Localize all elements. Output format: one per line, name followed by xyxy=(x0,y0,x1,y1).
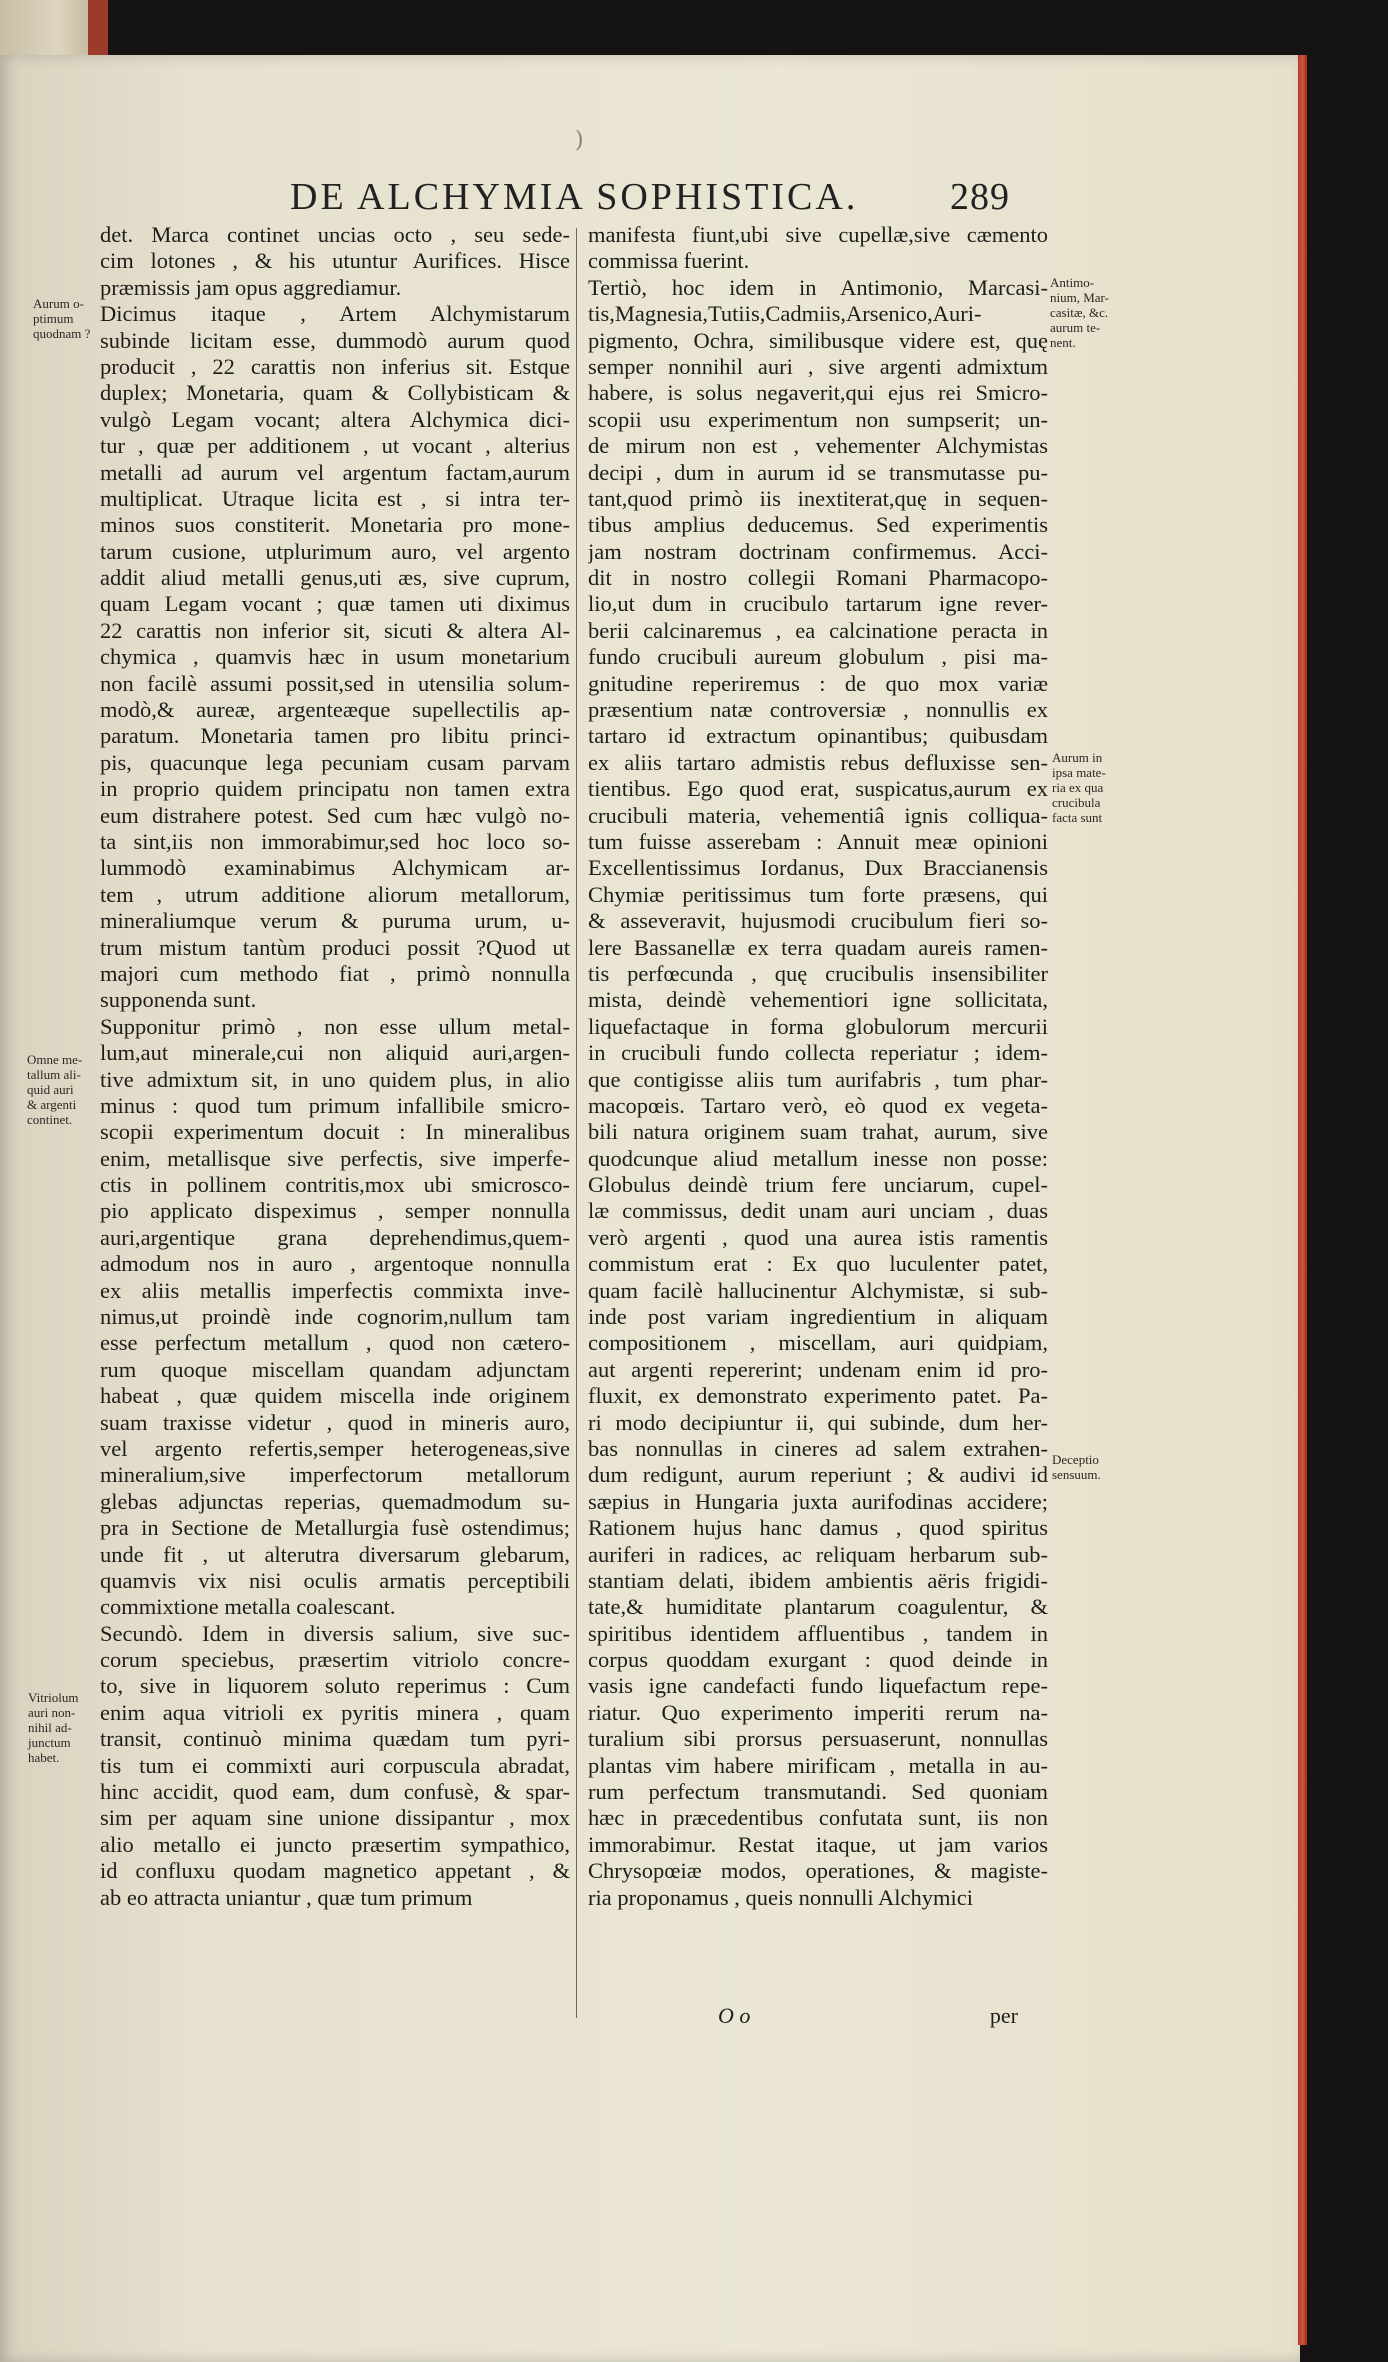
text-line: cim lotones , & his utuntur Aurifices. Hisce xyxy=(100,248,570,274)
margin-note-line: sensuum. xyxy=(1052,1467,1101,1482)
text-line: habeat , quæ quidem miscella inde originem xyxy=(100,1383,570,1409)
column-rule xyxy=(576,228,577,2018)
text-line: tis perfœcunda , quę crucibulis insensibiliter xyxy=(588,960,1048,986)
margin-note-line: ria ex qua xyxy=(1052,780,1104,795)
text-line: habere, is solus negaverit,qui ejus rei Smicro- xyxy=(588,380,1048,406)
text-line: vasis igne candefacti fundo liquefactum repe- xyxy=(588,1673,1048,1699)
text-line: esse perfectum metallum , quod non cætero- xyxy=(100,1330,570,1356)
text-line: non facilè assumi possit,sed in utensilia solum- xyxy=(100,670,570,696)
text-line: in proprio quidem principatu non tamen extra xyxy=(100,776,570,802)
text-line: producit , 22 carattis non inferius sit. Estque xyxy=(100,353,570,379)
text-line: supponenda sunt. xyxy=(100,987,257,1013)
text-line: inde post variam ingredientium in aliquam xyxy=(588,1304,1048,1330)
text-line: admodum nos in auro , argentoque nonnulla xyxy=(100,1251,570,1277)
catchword: per xyxy=(989,2003,1018,2028)
text-line: tientibus. Ego quod erat, suspicatus,aurum ex xyxy=(588,776,1048,802)
margin-note-line: continet. xyxy=(27,1112,73,1127)
text-line: vulgò Legam vocant; altera Alchymica dici- xyxy=(100,406,570,432)
margin-note-line: Aurum o- xyxy=(33,296,84,311)
text-line: tis,Magnesia,Tutiis,Cadmiis,Arsenico,Auri- xyxy=(588,301,982,327)
text-line: chymica , quamvis hæc in usum monetarium xyxy=(100,644,570,670)
text-line: ria proponamus , queis nonnulli Alchymici xyxy=(588,1884,973,1910)
text-line: lum,aut minerale,cui non aliquid auri,argen- xyxy=(100,1040,570,1066)
text-line: Secundò. Idem in diversis salium, sive suc- xyxy=(100,1620,570,1646)
text-line: præmissis jam opus aggrediamur. xyxy=(100,274,402,300)
margin-note-line: Aurum in xyxy=(1052,750,1103,765)
text-line: tant,quod primò iis inextiterat,quę in sequen- xyxy=(588,485,1048,511)
text-line: berii calcinaremus , ea calcinatione peracta in xyxy=(588,617,1048,643)
margin-note-line: nent. xyxy=(1050,335,1076,350)
text-line: in crucibuli fundo collecta reperiatur ; idem- xyxy=(588,1040,1048,1066)
text-line: tum fuisse asserebam : Annuit meæ opinioni xyxy=(588,828,1048,854)
text-line: bas nonnullas in cineres ad salem extrahen- xyxy=(588,1435,1048,1461)
text-line: Rationem hujus hanc damus , quod spiritus xyxy=(588,1515,1048,1541)
text-line: sim per aquam sine unione dissipantur , mox xyxy=(100,1805,570,1831)
margin-note-aurum-in-ipsa-materia xyxy=(1052,750,1106,825)
margin-note-line: crucibula xyxy=(1052,795,1101,810)
text-line: corpus quoddam exurgant : quod deinde in xyxy=(588,1647,1048,1673)
text-line: mineralium,sive imperfectorum metallorum xyxy=(100,1462,570,1488)
margin-note-line: ipsa mate- xyxy=(1052,765,1106,780)
text-line: ex aliis metallis imperfectis commixta inve- xyxy=(100,1277,570,1303)
margin-note-antimonium xyxy=(1050,275,1109,350)
text-line: subinde licitam esse, dummodò aurum quod xyxy=(100,327,570,353)
margin-note-line: nihil ad- xyxy=(28,1720,72,1735)
text-line: duplex; Monetaria, quam & Collybisticam & xyxy=(100,380,570,406)
text-line: tarum cusione, utplurimum auro, vel argento xyxy=(100,538,570,564)
text-line: trum mistum tantùm produci possit ?Quod ut xyxy=(100,934,570,960)
text-line: scopii experimentum docuit : In mineralibus xyxy=(100,1119,570,1145)
text-line: Excellentissimus Iordanus, Dux Braccianensis xyxy=(588,855,1048,881)
margin-note-line: facta sunt xyxy=(1052,810,1103,825)
text-line: eum distrahere potest. Sed cum hæc vulgò no- xyxy=(100,802,570,828)
page-number: 289 xyxy=(950,176,1010,218)
text-line: quodcunque aliud metallum inesse non posse: xyxy=(588,1145,1048,1171)
text-line: que contigisse aliis tum aurifabris , tum phar- xyxy=(588,1066,1048,1092)
text-line: ta sint,iis non immorabimur,sed hoc loco so- xyxy=(100,828,570,854)
text-line: mineraliumque verum & puruma urum, u- xyxy=(100,908,570,934)
text-line: ri modo decipiuntur ii, qui subinde, dum her- xyxy=(588,1409,1048,1435)
margin-note-line: Antimo- xyxy=(1050,275,1095,290)
text-line: tive admixtum sit, in uno quidem plus, in alio xyxy=(100,1066,570,1092)
text-line: immorabimur. Restat itaque, ut jam varios xyxy=(588,1831,1048,1857)
signature-mark: O o xyxy=(718,2003,751,2028)
text-line: pis, quacunque lega pecuniam cusam parvam xyxy=(100,749,570,775)
text-line: quamvis vix nisi oculis armatis perceptibili xyxy=(100,1567,570,1593)
margin-note-line: aurum te- xyxy=(1050,320,1101,335)
text-line: hæc in præcedentibus confutata sunt, iis non xyxy=(588,1805,1048,1831)
text-line: spiritibus identidem affluentibus , tandem in xyxy=(588,1620,1048,1646)
text-line: unde fit , ut alterutra diversarum glebarum, xyxy=(100,1541,570,1567)
margin-note-line: Vitriolum xyxy=(28,1690,79,1705)
running-head xyxy=(290,175,1190,225)
margin-note-line: Deceptio xyxy=(1052,1452,1099,1467)
text-line: multiplicat. Utraque licita est , si intra ter- xyxy=(100,485,570,511)
text-line: pra in Sectione de Metallurgia fusè ostendimus; xyxy=(100,1515,570,1541)
text-line: addit aliud metalli genus,uti æs, sive cuprum, xyxy=(100,565,570,591)
text-line: mista, deindè vehementiori igne sollicitata, xyxy=(588,987,1048,1013)
text-line: 22 carattis non inferior sit, sicuti & altera Al- xyxy=(100,617,570,643)
margin-note-line: nium, Mar- xyxy=(1050,290,1109,305)
text-line: suam traxisse videtur , quod in mineris auro, xyxy=(100,1409,570,1435)
text-line: decipi , dum in aurum id se transmutasse pu- xyxy=(588,459,1048,485)
margin-note-omne-metallum xyxy=(27,1052,82,1127)
text-line: gnitudine reperiremus : de quo mox variæ xyxy=(588,670,1048,696)
text-line: Dicimus itaque , Artem Alchymistarum xyxy=(100,301,570,327)
text-line: rum perfectum transmutandi. Sed quoniam xyxy=(588,1779,1048,1805)
text-line: vel argento refertis,semper heterogeneas,sive xyxy=(100,1435,570,1461)
text-line: Globulus deindè trium fere unciarum, cupel- xyxy=(588,1172,1048,1198)
text-line: fluxit, ex demonstrato experimento patet. Pa- xyxy=(588,1383,1048,1409)
text-line: læ commissus, dedit unam auri unciam , duas xyxy=(588,1198,1048,1224)
text-line: Chymiæ peritissimus tum forte præsens, qui xyxy=(588,881,1048,907)
margin-note-line: tallum ali- xyxy=(27,1067,81,1082)
text-line: dit in nostro collegii Romani Pharmacopo- xyxy=(588,565,1048,591)
text-line: scopii usu experimentum non sumpserit; un- xyxy=(588,406,1048,432)
text-line: Chrysopœiæ modos, operationes, & magiste- xyxy=(588,1858,1048,1884)
text-line: pio applicato dispeximus , semper nonnulla xyxy=(100,1198,570,1224)
text-line: commixtione metalla coalescant. xyxy=(100,1594,396,1620)
text-line: & asseveravit, hujusmodi crucibulum fieri so- xyxy=(588,908,1048,934)
text-line: lio,ut dum in crucibulo tartarum igne rever- xyxy=(588,591,1048,617)
text-line: commistum erat : Ex quo luculenter patet, xyxy=(588,1251,1048,1277)
text-line: tis tum ei commixti auri corpuscula abradat, xyxy=(100,1752,570,1778)
text-line: ctis in pollinem contritis,mox ubi smicrosco- xyxy=(100,1172,570,1198)
margin-note-line: junctum xyxy=(28,1735,71,1750)
margin-note-line: casitæ, &c. xyxy=(1050,305,1109,320)
text-line: auriferi in radices, ac reliquam herbarum sub- xyxy=(588,1541,1048,1567)
text-line: jam nostram doctrinam confirmemus. Acci- xyxy=(588,538,1048,564)
margin-note-line: quid auri xyxy=(27,1082,74,1097)
text-line: to, sive in liquorem soluto reperimus : Cum xyxy=(100,1673,570,1699)
left-text-column xyxy=(100,222,570,1911)
text-line: Tertiò, hoc idem in Antimonio, Marcasi- xyxy=(588,274,1048,300)
text-line: paratum. Monetaria tamen pro libitu princi- xyxy=(100,723,570,749)
text-line: macopœis. Tartaro verò, eò quod ex vegeta- xyxy=(588,1092,1048,1118)
margin-note-line: Omne me- xyxy=(27,1052,83,1067)
text-line: semper nonnihil auri , sive argenti admixtum xyxy=(588,353,1048,379)
text-line: verò argenti , quod una aurea istis ramentis xyxy=(588,1224,1048,1250)
text-line: majori cum methodo fiat , primò nonnulla xyxy=(100,960,570,986)
text-line: tibus amplius deducemus. Sed experimentis xyxy=(588,512,1048,538)
page-footer xyxy=(588,2003,1048,2033)
margin-note-line: ptimum xyxy=(33,311,74,326)
margin-note-aurum-optimum xyxy=(33,296,90,341)
margin-note-line: quodnam ? xyxy=(33,326,91,341)
stray-mark: ) xyxy=(575,128,584,153)
text-line: manifesta fiunt,ubi sive cupellæ,sive cæmento xyxy=(588,222,1048,247)
text-line: tate,& humiditate plantarum coagulentur, & xyxy=(588,1594,1048,1620)
text-line: bili natura originem suam trahat, aurum, sive xyxy=(588,1119,1048,1145)
text-line: plantas vim habere mirificam , metalla in au- xyxy=(588,1752,1048,1778)
text-line: sæpius in Hungaria juxta aurifodinas accidere; xyxy=(588,1488,1048,1514)
text-line: turalium sibi prorsus persuaserunt, nonnullas xyxy=(588,1726,1048,1752)
margin-note-line: & argenti xyxy=(27,1097,77,1112)
text-line: commissa fuerint. xyxy=(588,248,750,274)
text-line: hinc accidit, quod eam, dum confusè, & spar- xyxy=(100,1779,570,1805)
text-line: minos suos constiterit. Monetaria pro mone- xyxy=(100,512,570,538)
text-line: ex aliis tartaro admistis rebus defluxisse sen- xyxy=(588,749,1048,775)
margin-note-line: auri non- xyxy=(28,1705,76,1720)
text-line: pigmento, Ochra, similibusque videre est, quę xyxy=(588,327,1048,353)
page-red-edge xyxy=(1298,55,1307,2345)
text-line: ab eo attracta uniantur , quæ tum primum xyxy=(100,1884,473,1910)
text-line: compositionem , miscellam, auri quidpiam, xyxy=(588,1330,1048,1356)
text-line: quam facilè hallucinentur Alchymistæ, si sub- xyxy=(588,1277,1048,1303)
text-line: riatur. Quo experimento imperiti rerum na- xyxy=(588,1699,1048,1725)
text-line: transit, continuò minima quædam tum pyri- xyxy=(100,1726,570,1752)
text-line: det. Marca continet uncias octo , seu sede- xyxy=(100,222,570,247)
text-line: metalli ad aurum vel argentum factam,aurum xyxy=(100,459,570,485)
text-line: de mirum non est , vehementer Alchymistas xyxy=(588,433,1048,459)
text-line: auri,argentique grana deprehendimus,quem- xyxy=(100,1224,570,1250)
margin-note-vitriolum xyxy=(28,1690,79,1765)
text-line: tem , utrum additione aliorum metallorum, xyxy=(100,881,570,907)
margin-note-line: habet. xyxy=(28,1750,60,1765)
text-line: quam Legam vocant ; quæ tamen uti diximus xyxy=(100,591,570,617)
text-line: præsentium natæ controversiæ , nonnullis ex xyxy=(588,697,1048,723)
text-line: id confluxu quodam magnetico appetant , & xyxy=(100,1858,570,1884)
previous-page-red-edge xyxy=(88,0,108,60)
text-line: crucibuli materia, vehementiâ ignis colliqua- xyxy=(588,802,1048,828)
text-line: rum quoque miscellam quandam adjunctam xyxy=(100,1356,570,1382)
text-line: glebas adjunctas reperias, quemadmodum su- xyxy=(100,1488,570,1514)
text-line: liquefactaque in forma globulorum mercurii xyxy=(588,1013,1048,1039)
text-line: enim, metallisque sive perfectis, sive imperfe- xyxy=(100,1145,570,1171)
text-line: nimus,ut proindè inde cognorim,nullum tam xyxy=(100,1304,570,1330)
text-line: aut argenti repererint; undenam enim id pro- xyxy=(588,1356,1048,1382)
text-line: modò,& aureæ, argenteæque supellectilis ap- xyxy=(100,697,570,723)
text-line: minus : quod tum primum infallibile smicro- xyxy=(100,1092,570,1118)
text-line: dum redigunt, aurum reperiunt ; & audivi id xyxy=(588,1462,1048,1488)
text-line: alio metallo ei juncto præsertim sympathico, xyxy=(100,1831,570,1857)
text-line: lummodò examinabimus Alchymicam ar- xyxy=(100,855,570,881)
text-line: stantiam delati, ibidem ambientis aëris frigidi- xyxy=(588,1567,1048,1593)
text-line: Supponitur primò , non esse ullum metal- xyxy=(100,1013,570,1039)
margin-note-deceptio-sensuum xyxy=(1052,1452,1101,1482)
text-line: tartaro id extractum opinantibus; quibusdam xyxy=(588,723,1048,749)
running-title: DE ALCHYMIA SOPHISTICA. xyxy=(290,176,859,218)
text-line: fundo crucibuli aureum globulum , pisi ma- xyxy=(588,644,1048,670)
right-text-column xyxy=(588,222,1048,1911)
text-line: tur , quæ per additionem , ut vocant , alterius xyxy=(100,433,570,459)
text-line: corum speciebus, præsertim vitriolo concre- xyxy=(100,1647,570,1673)
text-line: enim aqua vitrioli ex pyritis minera , quam xyxy=(100,1699,570,1725)
text-line: lere Bassanellæ ex terra quadam aureis ramen- xyxy=(588,934,1048,960)
